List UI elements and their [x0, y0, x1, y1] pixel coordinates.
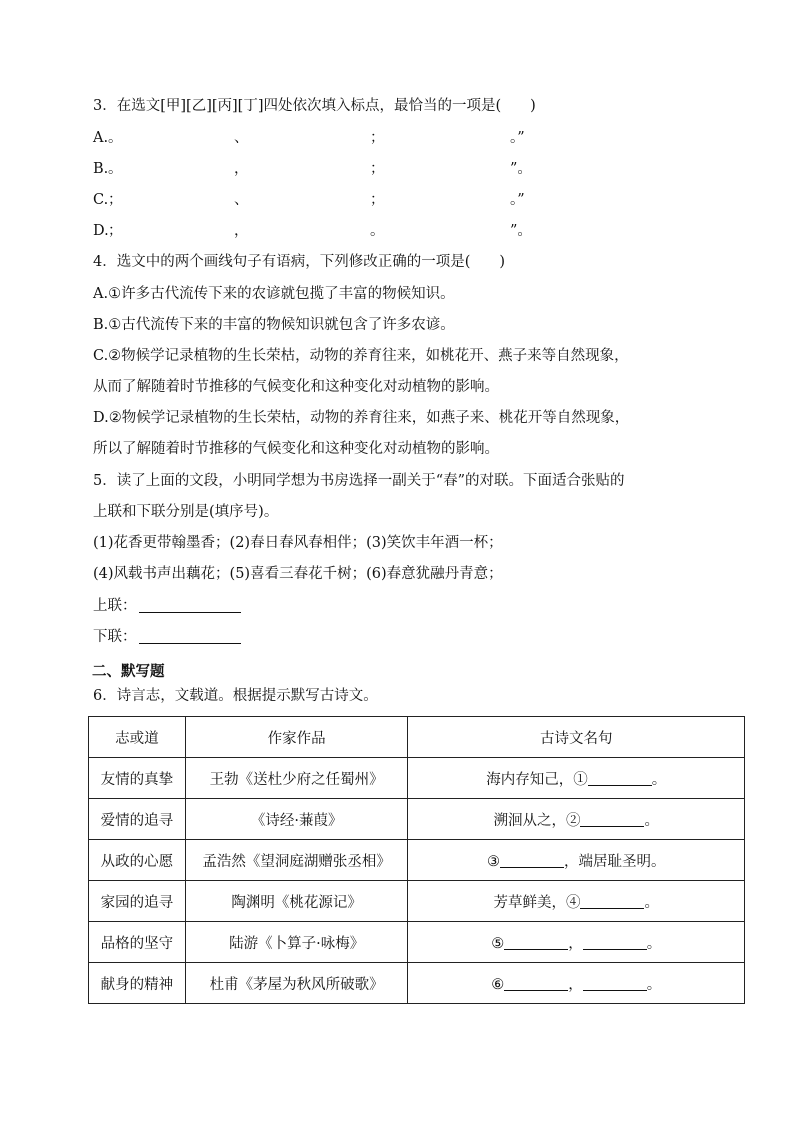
option-mark: 。	[370, 223, 385, 239]
row-work: 孟浩然《望洞庭湖赠张丞相》	[185, 840, 408, 881]
quote-text: 。	[646, 976, 662, 993]
upper-couplet-row	[93, 596, 241, 616]
q6-stem: 6．诗言志，文载道。根据提示默写古诗文。	[93, 688, 378, 704]
row-theme: 家园的追寻	[89, 881, 186, 922]
option-mark: ；	[108, 223, 123, 239]
option-mark: 、	[234, 130, 249, 146]
row-work: 王勃《送杜少府之任蜀州》	[185, 758, 408, 799]
row-theme: 从政的心愿	[89, 840, 186, 881]
row-theme: 爱情的追寻	[89, 799, 186, 840]
section-title: 二、默写题	[92, 664, 165, 680]
fill-blank[interactable]	[500, 852, 564, 868]
fill-blank[interactable]	[580, 893, 644, 909]
option-mark: ；	[370, 161, 385, 177]
quote-text: 芳草鲜美，	[493, 894, 566, 911]
option-letter: D.	[93, 223, 109, 239]
q5-stem: 5．读了上面的文段，小明同学想为书房选择一副关于“春”的对联。下面适合张贴的	[93, 473, 625, 489]
quote-text: ，端居耻圣明。	[563, 853, 666, 870]
recitation-table	[88, 716, 745, 1004]
lower-couplet-blank[interactable]	[139, 627, 241, 644]
row-quote	[408, 881, 745, 922]
q4-option-c-cont: 从而了解随着时节推移的气候变化和这种变化对动植物的影响。	[93, 379, 499, 395]
row-quote	[408, 799, 745, 840]
option-mark: 。	[108, 161, 123, 177]
quote-text: 。	[651, 771, 667, 788]
row-theme: 献身的精神	[89, 963, 186, 1004]
blank-number: ④	[565, 894, 581, 911]
lower-couplet-row	[93, 627, 241, 647]
lower-couplet-label: 下联：	[93, 629, 137, 645]
q5-stem-cont: 上联和下联分别是(填序号)。	[93, 504, 279, 520]
blank-number: ②	[565, 812, 581, 829]
option-mark: ；	[370, 130, 385, 146]
fill-blank[interactable]	[588, 770, 652, 786]
option-mark: ，	[234, 223, 249, 239]
fill-blank[interactable]	[583, 975, 647, 991]
quote-text: ，	[568, 935, 583, 952]
quote-text: ，	[568, 976, 583, 993]
header-theme: 志或道	[89, 717, 186, 758]
row-work: 陶渊明《桃花源记》	[185, 881, 408, 922]
header-work: 作家作品	[185, 717, 408, 758]
fill-blank[interactable]	[583, 934, 647, 950]
blank-number: ⑤	[491, 935, 505, 952]
option-mark: ”。	[510, 161, 532, 177]
header-quote: 古诗文名句	[408, 717, 745, 758]
row-work: 杜甫《茅屋为秋风所破歌》	[185, 963, 408, 1004]
row-quote	[408, 758, 745, 799]
q4-option-b[interactable]: B.①古代流传下来的丰富的物候知识就包含了许多农谚。	[93, 317, 455, 333]
option-letter: A.	[93, 130, 109, 146]
fill-blank[interactable]	[580, 811, 644, 827]
q4-option-a[interactable]: A.①许多古代流传下来的农谚就包揽了丰富的物候知识。	[93, 286, 455, 302]
option-mark: ，	[234, 161, 249, 177]
table-row	[89, 840, 745, 881]
option-letter: B.	[93, 161, 109, 177]
q3-stem: 3．在选文[甲][乙][丙][丁]四处依次填入标点，最恰当的一项是( )	[93, 98, 536, 114]
option-mark: 。”	[510, 192, 525, 208]
row-work: 陆游《卜算子·咏梅》	[185, 922, 408, 963]
q4-option-c[interactable]: C.②物候学记录植物的生长荣枯，动物的养育往来，如桃花开、燕子来等自然现象，	[93, 348, 629, 364]
table-row	[89, 881, 745, 922]
option-mark: ；	[108, 192, 123, 208]
table-header-row	[89, 717, 745, 758]
blank-number: ①	[573, 771, 588, 788]
option-mark: ；	[370, 192, 385, 208]
q4-stem: 4．选文中的两个画线句子有语病，下列修改正确的一项是( )	[93, 254, 506, 270]
quote-text: 。	[644, 894, 659, 911]
q4-option-d[interactable]: D.②物候学记录植物的生长荣枯，动物的养育往来，如燕子来、桃花开等自然现象，	[93, 410, 630, 426]
row-theme: 友情的真挚	[89, 758, 186, 799]
quote-text: 溯洄从之，	[493, 812, 566, 829]
option-mark: 、	[234, 192, 249, 208]
option-letter: C.	[93, 192, 109, 208]
table-row	[89, 963, 745, 1004]
blank-number: ③	[486, 853, 500, 870]
quote-text: 。	[644, 812, 659, 829]
row-theme: 品格的坚守	[89, 922, 186, 963]
blank-number: ⑥	[491, 976, 505, 993]
option-mark: 。	[108, 130, 123, 146]
row-quote	[408, 963, 745, 1004]
table-row	[89, 758, 745, 799]
row-work: 《诗经·蒹葭》	[185, 799, 408, 840]
row-quote	[408, 922, 745, 963]
quote-text: 。	[646, 935, 662, 952]
fill-blank[interactable]	[504, 975, 568, 991]
table-row	[89, 922, 745, 963]
fill-blank[interactable]	[504, 934, 568, 950]
upper-couplet-blank[interactable]	[139, 596, 241, 613]
q4-option-d-cont: 所以了解随着时节推移的气候变化和这种变化对动植物的影响。	[93, 441, 499, 457]
table-row	[89, 799, 745, 840]
q5-choices: (1)花香更带翰墨香；(2)春日春风春相伴；(3)笑饮丰年酒一杯；	[93, 535, 503, 551]
upper-couplet-label: 上联：	[93, 598, 137, 614]
row-quote	[408, 840, 745, 881]
quote-text: 海内存知己，	[486, 771, 574, 788]
option-mark: 。”	[510, 130, 525, 146]
q5-choices-cont: (4)风载书声出藕花；(5)喜看三春花千树；(6)春意犹融丹青意；	[93, 566, 503, 582]
option-mark: ”。	[510, 223, 532, 239]
